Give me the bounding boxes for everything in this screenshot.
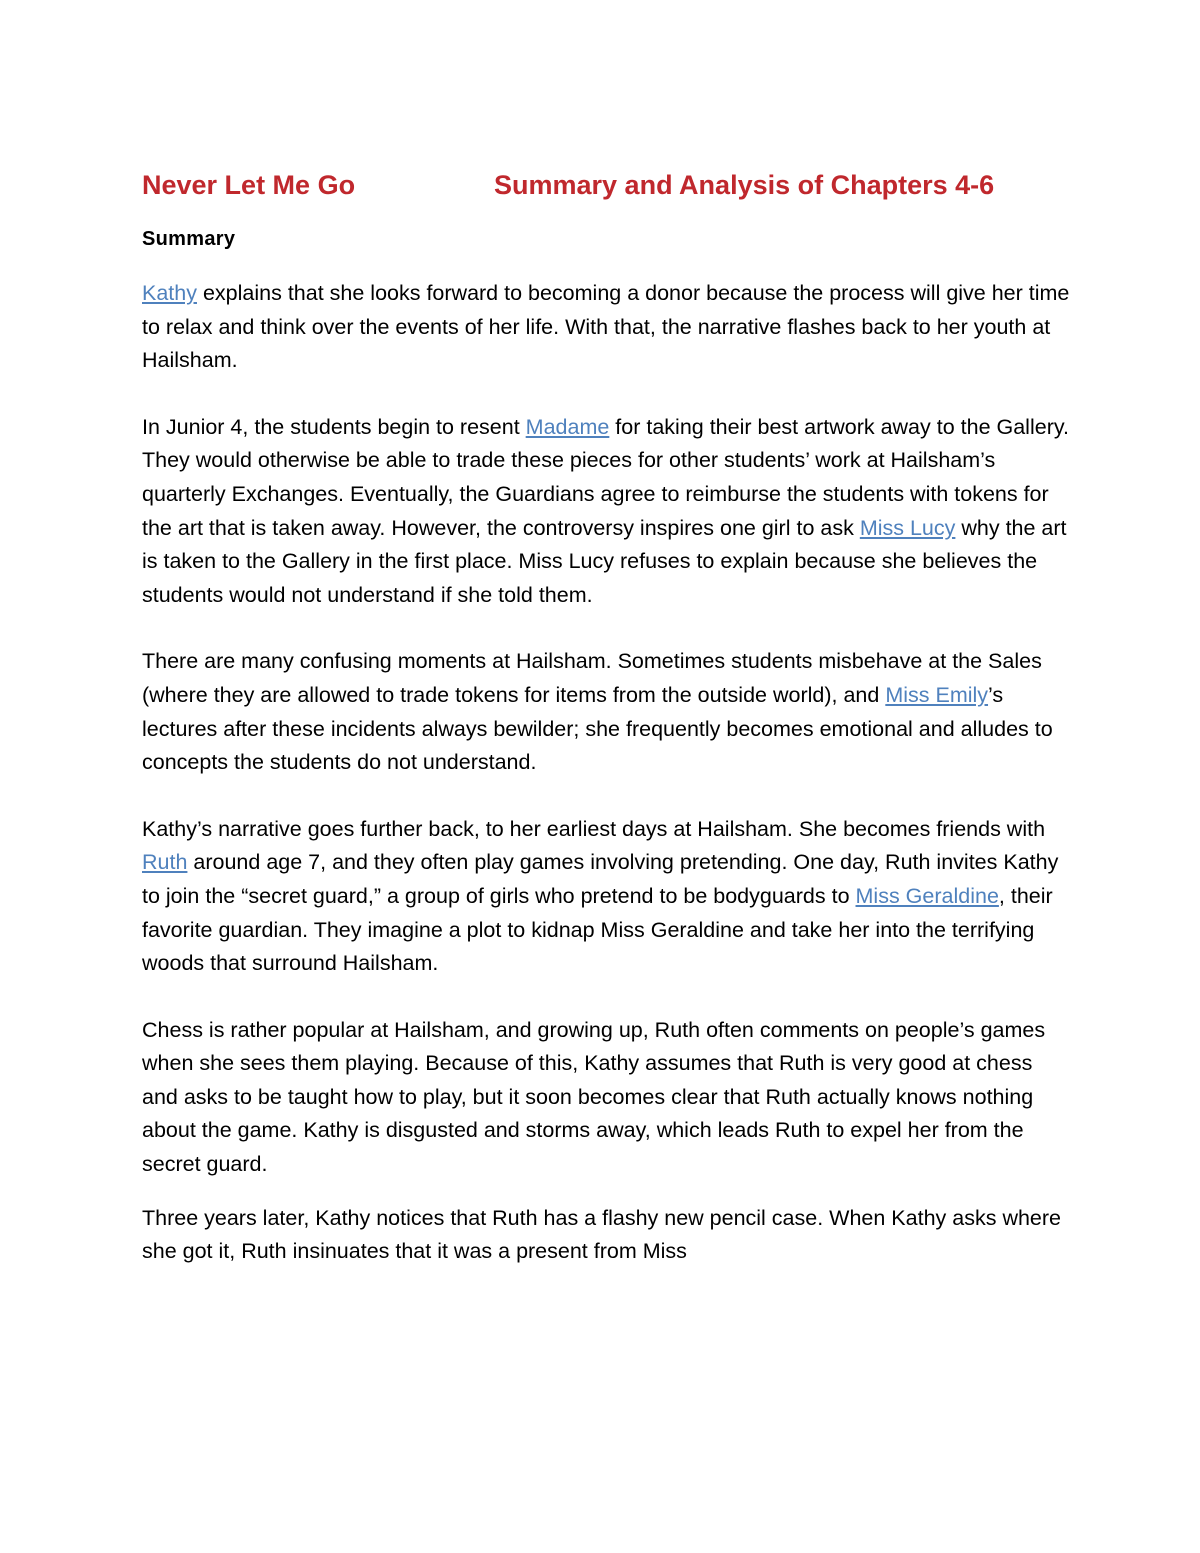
paragraph-2-text-b: for taking their best artwork away to the Gallery. They would otherwise be able to trade these pieces for other students’ work at Hailsham’s quarterly Exchanges. Eventually, the Guardians agree to reimburse the students with tokens for the art that is taken away. However, the controversy inspires one girl to ask <box>142 414 1069 540</box>
link-miss-lucy[interactable]: Miss Lucy <box>859 515 956 540</box>
book-title: Never Let Me Go <box>142 170 356 200</box>
paragraph-5: Chess is rather popular at Hailsham, and growing up, Ruth often comments on people’s games when she sees them playing. Because of this, Kathy assumes that Ruth is very good at chess and asks to be taught how to play, but it soon becomes clear that Ruth actually knows nothing about the game. Kathy is disgusted and storms away, which leads Ruth to expel her from the secret guard. <box>142 1017 1046 1177</box>
section-heading-summary: Summary <box>142 228 236 250</box>
link-ruth[interactable]: Ruth <box>142 850 188 875</box>
chapter-title: Summary and Analysis of Chapters 4-6 <box>494 170 995 200</box>
link-kathy[interactable]: Kathy <box>142 281 197 305</box>
paragraph-3-text-b: ’s lectures after these incidents always bewilder; she frequently becomes emotional and alludes to concepts the students do not understand. <box>142 682 1053 775</box>
paragraph-6: Three years later, Kathy notices that Ruth has a flashy new pencil case. When Kathy asks where she got it, Ruth insinuates that it was a present from Miss <box>142 1205 1061 1264</box>
paragraph-3-text-a: There are many confusing moments at Hailsham. Sometimes students misbehave at the Sales (where they are allowed to trade tokens for items from the outside world), and <box>142 649 1042 707</box>
paragraph-4 <box>142 813 1072 981</box>
paragraph-2-text-c: why the art is taken to the Gallery in the first place. Miss Lucy refuses to explain because she believes the students would not understand if she told them. <box>142 515 1067 607</box>
link-miss-geraldine[interactable]: Miss Geraldine <box>855 883 999 908</box>
paragraph-3 <box>142 645 1072 779</box>
paragraph-2 <box>142 411 1072 613</box>
paragraph-2-text-a: In Junior 4, the students begin to resent <box>142 414 526 439</box>
paragraph-4-text-b: around age 7, and they often play games involving pretending. One day, Ruth invites Kathy to join the “secret guard,” a group of girls who pretend to be bodyguards to <box>142 850 1059 908</box>
paragraph-4-text-a: Kathy’s narrative goes further back, to her earliest days at Hailsham. She becomes friends with <box>142 816 1046 841</box>
document-page <box>142 170 1072 1302</box>
link-madame[interactable]: Madame <box>525 414 610 439</box>
link-miss-emily[interactable]: Miss Emily <box>885 682 989 707</box>
paragraph-4-text-c: , their favorite guardian. They imagine a plot to kidnap Miss Geraldine and take her into the terrifying woods that surround Hailsham. <box>142 883 1053 976</box>
paragraph-1-text: explains that she looks forward to becoming a donor because the process will give her time to relax and think over the events of her life. With that, the narrative flashes back to her youth at Hailsham. <box>142 281 1070 373</box>
document-title <box>142 170 1072 218</box>
paragraph-1 <box>142 277 1072 378</box>
